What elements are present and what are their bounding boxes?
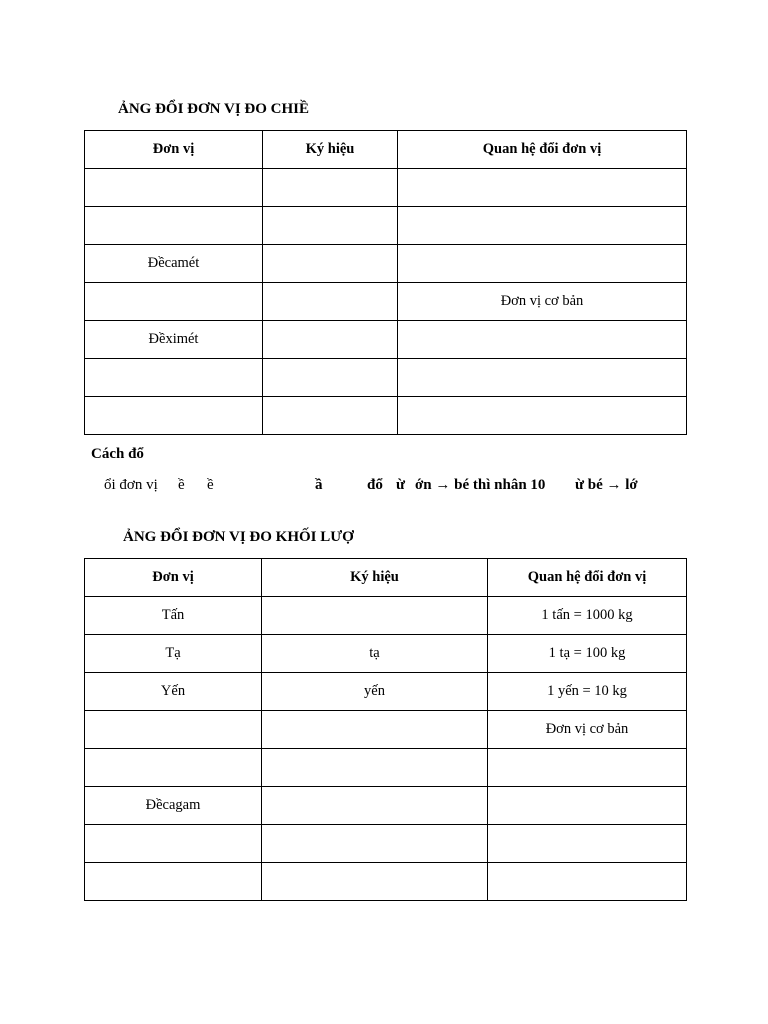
table-row xyxy=(85,245,687,283)
cell-unit: Tấn xyxy=(85,597,262,635)
header-relation: Quan hệ đổi đơn vị xyxy=(398,131,687,169)
cell-symbol xyxy=(262,863,488,901)
header-symbol: Ký hiệu xyxy=(262,559,488,597)
note-fragment: ớn → bé thì nhân 10 xyxy=(415,477,546,493)
header-unit: Đơn vị xyxy=(85,559,262,597)
cell-symbol xyxy=(263,359,398,397)
table-header-row xyxy=(85,131,687,169)
cell-symbol xyxy=(263,283,398,321)
cell-unit xyxy=(85,359,263,397)
cell-symbol xyxy=(262,787,488,825)
note-fragment: ề xyxy=(178,477,185,493)
length-table-title: ẢNG ĐỔI ĐƠN VỊ ĐO CHIỀ xyxy=(118,101,309,117)
cell-relation xyxy=(488,825,687,863)
cell-unit xyxy=(85,749,262,787)
cell-symbol xyxy=(262,597,488,635)
cell-symbol xyxy=(263,169,398,207)
header-unit: Đơn vị xyxy=(85,131,263,169)
cell-symbol xyxy=(262,749,488,787)
cell-symbol xyxy=(262,825,488,863)
table-row xyxy=(85,787,687,825)
table-row xyxy=(85,321,687,359)
note-fragment: đổ xyxy=(367,477,383,493)
cell-unit xyxy=(85,169,263,207)
cell-unit: Đềcagam xyxy=(85,787,262,825)
cell-relation xyxy=(488,863,687,901)
cell-unit xyxy=(85,283,263,321)
mass-units-table xyxy=(84,558,687,901)
header-symbol: Ký hiệu xyxy=(263,131,398,169)
cell-relation xyxy=(398,245,687,283)
cell-relation xyxy=(398,169,687,207)
note-fragment: ổi đơn vị xyxy=(104,477,158,493)
table-row xyxy=(85,673,687,711)
cell-relation xyxy=(398,359,687,397)
table-row xyxy=(85,749,687,787)
header-relation: Quan hệ đổi đơn vị xyxy=(488,559,687,597)
cell-unit xyxy=(85,207,263,245)
cell-unit xyxy=(85,825,262,863)
cell-relation xyxy=(488,787,687,825)
cell-relation: Đơn vị cơ bản xyxy=(398,283,687,321)
cell-unit: Đềcamét xyxy=(85,245,263,283)
note-fragment: ầ xyxy=(315,477,323,493)
cell-symbol: tạ xyxy=(262,635,488,673)
note-fragment: ừ xyxy=(396,477,406,493)
table-row xyxy=(85,597,687,635)
cell-relation xyxy=(398,321,687,359)
cell-unit: Đềximét xyxy=(85,321,263,359)
cell-symbol xyxy=(262,711,488,749)
cell-relation xyxy=(488,749,687,787)
mass-table-title: ẢNG ĐỔI ĐƠN VỊ ĐO KHỐI LƯỢ xyxy=(123,529,354,545)
note-fragment: ừ bé → lớ xyxy=(575,477,638,493)
table-row xyxy=(85,711,687,749)
cell-symbol xyxy=(263,321,398,359)
cell-unit: Tạ xyxy=(85,635,262,673)
table-row xyxy=(85,207,687,245)
cell-relation: 1 yến = 10 kg xyxy=(488,673,687,711)
cell-symbol xyxy=(263,207,398,245)
cell-unit xyxy=(85,863,262,901)
table-row xyxy=(85,863,687,901)
cell-relation xyxy=(398,397,687,435)
cell-unit: Yến xyxy=(85,673,262,711)
conversion-note-title: Cách đổ xyxy=(91,446,144,462)
cell-symbol xyxy=(263,397,398,435)
note-fragment: ề xyxy=(207,477,214,493)
table-row xyxy=(85,825,687,863)
table-row xyxy=(85,397,687,435)
cell-unit xyxy=(85,397,263,435)
cell-relation: 1 tạ = 100 kg xyxy=(488,635,687,673)
cell-relation: Đơn vị cơ bản xyxy=(488,711,687,749)
cell-unit xyxy=(85,711,262,749)
cell-relation xyxy=(398,207,687,245)
length-units-table xyxy=(84,130,687,435)
cell-symbol: yến xyxy=(262,673,488,711)
table-header-row xyxy=(85,559,687,597)
cell-symbol xyxy=(263,245,398,283)
cell-relation: 1 tấn = 1000 kg xyxy=(488,597,687,635)
table-row xyxy=(85,635,687,673)
table-row xyxy=(85,283,687,321)
table-row xyxy=(85,169,687,207)
table-row xyxy=(85,359,687,397)
